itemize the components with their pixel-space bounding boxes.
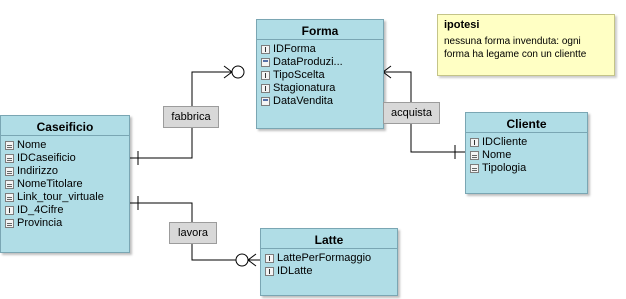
text-field-icon (470, 164, 479, 173)
relationship-lavora[interactable]: lavora (169, 222, 217, 244)
many-marker-latte (236, 254, 248, 266)
field-label: Tipologia (482, 162, 527, 174)
field-row[interactable] (261, 82, 383, 95)
connector-lavora-latte (192, 244, 260, 260)
date-field-icon (261, 97, 270, 106)
field-row[interactable] (5, 191, 129, 204)
field-label: ID_4Cifre (17, 204, 64, 216)
field-row[interactable] (5, 178, 129, 191)
field-label: NomeTitolare (17, 178, 83, 190)
field-row[interactable] (5, 152, 129, 165)
field-row[interactable] (265, 252, 397, 265)
field-row[interactable] (5, 204, 129, 217)
connector-forma-acquista (384, 72, 411, 102)
entity-title: Latte (261, 229, 397, 249)
number-field-icon (265, 254, 274, 263)
number-field-icon (265, 267, 274, 276)
note-ipotesi[interactable] (437, 14, 615, 76)
field-label: IDCliente (482, 136, 528, 148)
number-field-icon (470, 138, 479, 147)
number-field-icon (5, 206, 14, 215)
entity-title: Forma (257, 20, 383, 40)
field-row[interactable] (5, 165, 129, 178)
field-row[interactable] (261, 43, 383, 56)
connector-acquista-cliente (411, 124, 465, 152)
field-label: LattePerFormaggio (277, 252, 372, 264)
entity-cliente[interactable] (465, 112, 588, 194)
text-field-icon (5, 219, 14, 228)
field-label: Link_tour_virtuale (17, 191, 104, 203)
many-marker-forma (232, 66, 244, 78)
number-field-icon (261, 71, 270, 80)
note-title: ipotesi (444, 19, 480, 31)
field-row[interactable] (5, 139, 129, 152)
field-row[interactable] (261, 56, 383, 69)
field-label: DataProduzi... (273, 56, 343, 68)
relationship-fabbrica[interactable]: fabbrica (163, 106, 219, 128)
field-row[interactable] (470, 162, 587, 175)
field-label: TipoScelta (273, 69, 325, 81)
field-label: Stagionatura (273, 82, 336, 94)
field-label: DataVendita (273, 95, 333, 107)
field-label: Indirizzo (17, 165, 58, 177)
field-row[interactable] (261, 95, 383, 108)
field-label: Nome (17, 139, 47, 151)
text-field-icon (5, 193, 14, 202)
field-label: IDCaseificio (17, 152, 76, 164)
entity-latte[interactable] (260, 228, 398, 296)
number-field-icon (261, 84, 270, 93)
entity-title: Cliente (466, 113, 587, 133)
entity-forma[interactable] (256, 19, 384, 129)
number-field-icon (261, 45, 270, 54)
note-text: nessuna forma invenduta: ogni forma ha legame con un clientte (444, 36, 587, 60)
field-row[interactable] (470, 149, 587, 162)
field-label: IDLatte (277, 265, 313, 277)
date-field-icon (261, 58, 270, 67)
entity-caseificio[interactable] (0, 115, 130, 253)
field-row[interactable] (5, 217, 129, 230)
field-label: Provincia (17, 217, 63, 229)
field-row[interactable] (470, 136, 587, 149)
text-field-icon (5, 180, 14, 189)
text-field-icon (5, 141, 14, 150)
field-row[interactable] (261, 69, 383, 82)
text-field-icon (5, 154, 14, 163)
field-label: Nome (482, 149, 512, 161)
text-field-icon (470, 151, 479, 160)
text-field-icon (5, 167, 14, 176)
relationship-acquista[interactable]: acquista (383, 102, 440, 124)
field-row[interactable] (265, 265, 397, 278)
field-label: IDForma (273, 43, 316, 55)
entity-title: Caseificio (1, 116, 129, 136)
